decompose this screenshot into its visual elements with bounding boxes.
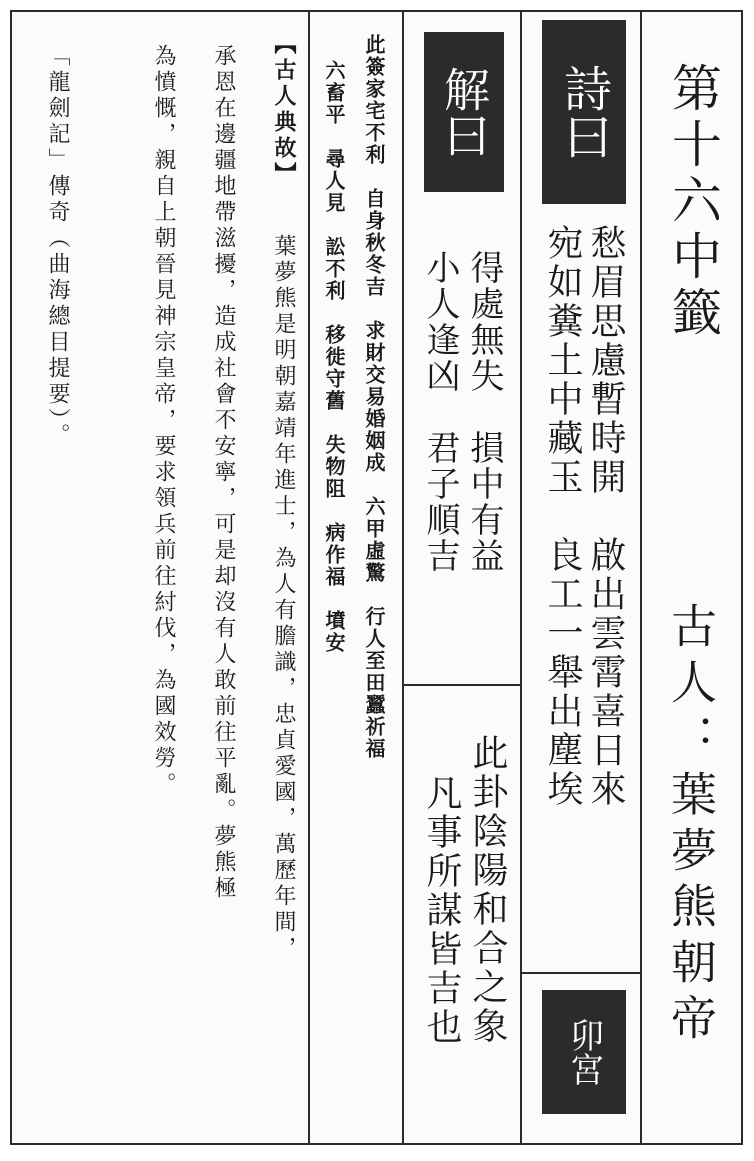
divider-explain — [402, 12, 404, 1143]
explain-badge-label: 解曰 — [437, 66, 491, 158]
palace-badge — [542, 990, 626, 1114]
divider-poem-bottom — [520, 972, 642, 974]
divider-reading — [308, 12, 310, 1143]
reading-line-1: 此簽家宅不利 自身秋冬吉 求財交易婚姻成 六甲虛驚 行人至田蠶祈福 — [362, 34, 386, 760]
lot-card — [10, 10, 743, 1145]
poem-badge — [542, 20, 626, 204]
story-line-1: 葉夢熊是明朝嘉靖年進士，為人有膽識，忠貞愛國，萬歷年間， — [271, 234, 296, 962]
story-heading: 【古人典故】 — [271, 32, 296, 188]
story-line-3: 為憤慨，親自上朝晉見神宗皇帝，要求領兵前往紂伐，為國效勞。 — [151, 44, 176, 798]
poem-badge-label: 詩曰 — [555, 64, 612, 160]
poem-line-2: 宛如糞土中藏玉 良工一舉出塵埃 — [542, 224, 583, 809]
explain-line-1: 得處無失 損中有益 — [464, 250, 504, 574]
summary-line-1: 此卦陰陽和合之象 — [467, 734, 508, 1046]
poem-line-1: 愁眉思慮暫時開 啟出雲霄喜日來 — [585, 224, 626, 809]
divider-explain-bottom — [402, 684, 522, 686]
lot-title: 第十六中籤 — [664, 62, 722, 342]
story-line-2: 承恩在邊疆地帶滋擾，造成社會不安寧，可是却沒有人敢前往平亂。夢熊極 — [211, 44, 236, 902]
explain-line-2: 小人逢凶 君子順吉 — [420, 250, 460, 574]
palace-badge-label: 卯宮 — [563, 1018, 604, 1086]
person-name: 古人：葉夢熊朝帝 — [664, 602, 718, 1050]
summary-line-2: 凡事所謀皆吉也 — [421, 774, 462, 1047]
reading-line-2: 六畜平 尋人見 訟不利 移徙守舊 失物阻 病作福 墳安 — [322, 60, 346, 654]
explain-badge — [424, 32, 504, 192]
story-line-4: 「龍劍記」傳奇（曲海總目提要）。 — [45, 44, 70, 449]
